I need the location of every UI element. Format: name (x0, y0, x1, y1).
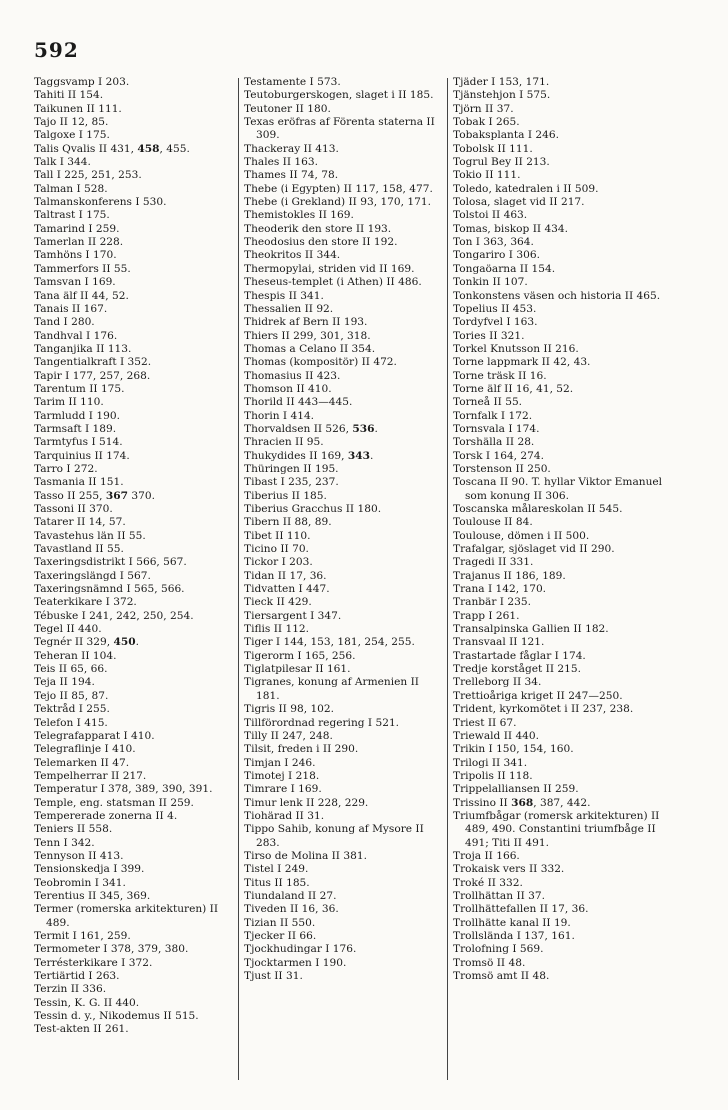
index-entry: Timur lenk II 228, 229. (244, 796, 369, 809)
index-entry: Tamhöns I 170. (34, 249, 117, 262)
index-entry: Tigris II 98, 102. (244, 703, 335, 716)
index-entry: Thomas (kompositör) II 472. (244, 356, 397, 369)
index-entry: Tasmania II 151. (34, 476, 124, 489)
index-entry: Terzin II 336. (34, 983, 107, 996)
index-entry: Togrul Bey II 213. (453, 156, 550, 169)
index-entry: Tirso de Molina II 381. (244, 849, 367, 862)
index-entry: Test-akten II 261. (34, 1023, 129, 1036)
index-entry: Taikunen II 111. (34, 102, 122, 115)
index-entry: Thessalien II 92. (244, 302, 334, 315)
index-entry: Tall I 225, 251, 253. (34, 169, 142, 182)
index-entry: Tarmtyfus I 514. (34, 436, 123, 449)
index-entry: Tigerorm I 165, 256. (244, 649, 356, 662)
index-entry: Testamente I 573. (244, 76, 341, 88)
index-entry: Tornfalk I 172. (453, 409, 533, 422)
index-entry: Tiohärad II 31. (244, 809, 325, 822)
index-entry: Tripolis II 118. (453, 769, 533, 782)
index-entry: Termometer I 378, 379, 380. (34, 943, 189, 956)
index-entry: Tébuske I 241, 242, 250, 254. (34, 609, 194, 622)
index-entry: Tobaksplanta I 246. (453, 129, 559, 142)
index-entry: Tamsvan I 169. (34, 276, 116, 289)
index-entry: Troja II 166. (453, 849, 520, 862)
index-entry: Topelius II 453. (453, 302, 537, 315)
index-entry: Torstenson II 250. (453, 462, 551, 475)
index-entry: Tensionskedja I 399. (34, 863, 145, 876)
index-entry: Tiveden II 16, 36. (244, 903, 339, 916)
index-entry: Tajo II 12, 85. (34, 116, 109, 129)
index-entry: Telefon I 415. (34, 716, 108, 729)
index-entry: Tassoni II 370. (34, 503, 113, 515)
index-entry: Trissino II 368, 387, 442. (453, 796, 591, 809)
index-entry: Trafalgar, sjöslaget vid II 290. (453, 543, 615, 556)
index-entry: Texas eröfras af Förenta staterna II 309. (244, 116, 435, 142)
page-number: 592 (34, 38, 79, 62)
index-entry: Telegrafapparat I 410. (34, 729, 155, 742)
index-entry: Thames II 74, 78. (244, 169, 339, 182)
index-entry: Tana älf II 44, 52. (34, 289, 129, 302)
index-entry: Tibet II 110. (244, 529, 311, 542)
index-entry: Toulouse II 84. (453, 516, 533, 529)
index-entry: Tornsvala I 174. (453, 422, 540, 435)
index-entry: Tjäder I 153, 171. (453, 76, 550, 88)
index-entry: Tigranes, konung af Armenien II 181. (244, 676, 419, 702)
index-entry: Transalpinska Gallien II 182. (453, 623, 609, 636)
index-entry: Tiersargent I 347. (244, 609, 342, 622)
index-entry: Torne älf II 16, 41, 52. (453, 382, 574, 395)
index-entry: Tizian II 550. (244, 916, 316, 929)
index-entry: Tarro I 272. (34, 462, 98, 475)
index-entry: Ticino II 70. (244, 543, 309, 556)
index-entry: Tonkonstens väsen och historia II 465. (453, 289, 661, 302)
index-entry: Tempererade zonerna II 4. (34, 809, 178, 822)
index-entry: Tordyfvel I 163. (453, 316, 538, 329)
index-entry: Thracien II 95. (244, 436, 324, 449)
index-entry: Tongaöarna II 154. (453, 262, 556, 275)
index-entry: Thermopylai, striden vid II 169. (244, 262, 415, 275)
index-entry: Timrare I 169. (244, 783, 322, 796)
index-entry: Termit I 161, 259. (34, 930, 131, 942)
index-entry: Timotej I 218. (244, 769, 320, 782)
index-entry: Trollslända I 137, 161. (453, 930, 575, 942)
index-entry: Torne lappmark II 42, 43. (453, 356, 591, 369)
index-entry: Teutoner II 180. (244, 102, 331, 115)
index-entry: Thorvaldsen II 526, 536. (244, 422, 378, 435)
index-entry: Tidvatten I 447. (244, 583, 330, 596)
index-entry: Tejo II 85, 87. (34, 689, 109, 702)
index-entry: Temple, eng. statsman II 259. (34, 796, 194, 809)
index-entry: Tenn I 342. (34, 836, 95, 849)
index-entry: Tories II 321. (453, 329, 525, 342)
index-entry: Theokritos II 344. (244, 249, 341, 262)
index-entry: Triewald II 440. (453, 729, 540, 742)
index-entry: Tredje korståget II 215. (453, 663, 581, 676)
index-entry: Tiundaland II 27. (244, 889, 337, 902)
index-entry: Tranbär I 235. (453, 596, 531, 609)
index-entry: Toscanska målareskolan II 545. (453, 503, 623, 515)
index-entry: Tessin, K. G. II 440. (34, 996, 140, 1009)
index-entry: Thukydides II 169, 343. (244, 449, 374, 462)
index-entry: Titus II 185. (244, 876, 310, 889)
index-entry: Tavastehus län II 55. (34, 529, 146, 542)
index-entry: Trajanus II 186, 189. (453, 569, 566, 582)
index-entry: Trelleborg II 34. (453, 676, 542, 689)
index-entry: Thorin I 414. (244, 409, 315, 422)
index-column-1 (34, 76, 232, 1037)
index-entry: Taxeringsnämnd I 565, 566. (34, 583, 185, 596)
index-entry: Trapp I 261. (453, 609, 520, 622)
index-entry: Tickor I 203. (244, 556, 313, 569)
index-entry: Trollhättefallen II 17, 36. (453, 903, 589, 916)
index-entry: Tavastland II 55. (34, 543, 124, 556)
index-entry: Tektråd I 255. (34, 703, 110, 716)
index-entry: Tjockhudingar I 176. (244, 943, 357, 956)
index-entry: Tiberius II 185. (244, 489, 327, 502)
index-entry: Tjust II 31. (244, 970, 303, 983)
column-divider (238, 78, 239, 1080)
index-column-2 (244, 76, 444, 983)
index-entry: Triest II 67. (453, 716, 517, 729)
index-entry: Trettioåriga kriget II 247—250. (453, 689, 623, 702)
index-entry: Tertiärtid I 263. (34, 970, 120, 983)
index-entry: Tennyson II 413. (34, 849, 124, 862)
index-entry: Tapir I 177, 257, 268. (34, 369, 151, 382)
index-entry: Tegel II 440. (34, 623, 102, 636)
index-entry: Transvaal II 121. (453, 636, 545, 649)
index-entry: Tjocktarmen I 190. (244, 956, 347, 969)
index-entry: Tieck II 429. (244, 596, 312, 609)
index-entry: Tongariro I 306. (453, 249, 540, 262)
index-entry: Toledo, katedralen i II 509. (453, 182, 599, 195)
index-entry: Troké II 332. (453, 876, 523, 889)
index-entry: Telemarken II 47. (34, 756, 130, 769)
index-entry: Tempelherrar II 217. (34, 769, 147, 782)
index-column-3 (453, 76, 681, 983)
index-entry: Tolstoi II 463. (453, 209, 528, 222)
index-entry: Talman I 528. (34, 182, 108, 195)
index-entry: Timjan I 246. (244, 756, 316, 769)
index-entry: Theoderik den store II 193. (244, 222, 392, 235)
index-entry: Trollhättan II 37. (453, 889, 546, 902)
index-entry: Tomas, biskop II 434. (453, 222, 569, 235)
index-entry: Thorild II 443—445. (244, 396, 353, 409)
index-entry: Terrésterkikare I 372. (34, 956, 153, 969)
index-entry: Tangentialkraft I 352. (34, 356, 152, 369)
index-entry: Tippo Sahib, konung af Mysore II 283. (244, 823, 424, 849)
index-entry: Thomas a Celano II 354. (244, 342, 376, 355)
index-entry: Tolosa, slaget vid II 217. (453, 196, 585, 209)
index-entry: Thales II 163. (244, 156, 318, 169)
index-entry: Tobak I 265. (453, 116, 520, 129)
index-entry: Torkel Knutsson II 216. (453, 342, 579, 355)
index-entry: Tibern II 88, 89. (244, 516, 332, 529)
index-entry: Tilly II 247, 248. (244, 729, 333, 742)
index-entry: Teaterkikare I 372. (34, 596, 137, 609)
index-entry: Tarquinius II 174. (34, 449, 130, 462)
index-entry: Torneå II 55. (453, 396, 523, 409)
index-entry: Tromsö II 48. (453, 956, 526, 969)
index-entry: Temperatur I 378, 389, 390, 391. (34, 783, 213, 796)
index-entry: Torne träsk II 16. (453, 369, 547, 382)
index-entry: Teja II 194. (34, 676, 95, 689)
index-entry: Toulouse, dömen i II 500. (453, 529, 590, 542)
index-entry: Tandhval I 176. (34, 329, 118, 342)
index-entry: Tasso II 255, 367 370. (34, 489, 155, 502)
index-entry: Tidan II 17, 36. (244, 569, 327, 582)
index-entry: Tokio II 111. (453, 169, 521, 182)
index-entry: Tarim II 110. (34, 396, 104, 409)
index-entry: Taxeringslängd I 567. (34, 569, 151, 582)
index-entry: Torsk I 164, 274. (453, 449, 545, 462)
index-entry: Tistel I 249. (244, 863, 309, 876)
index-entry: Thüringen II 195. (244, 462, 339, 475)
index-entry: Taggsvamp I 203. (34, 76, 130, 88)
index-entry: Tanganjika II 113. (34, 342, 132, 355)
index-entry: Talmanskonferens I 530. (34, 196, 167, 209)
index-entry: Tahiti II 154. (34, 89, 104, 102)
index-entry: Terentius II 345, 369. (34, 889, 151, 902)
index-entry: Tatarer II 14, 57. (34, 516, 126, 529)
index-entry: Trokaisk vers II 332. (453, 863, 565, 876)
index-entry: Tegnér II 329, 450. (34, 636, 140, 649)
index-entry: Thidrek af Bern II 193. (244, 316, 368, 329)
index-entry: Telegraflinje I 410. (34, 743, 136, 756)
index-entry: Theseus-templet (i Athen) II 486. (244, 276, 422, 289)
index-entry: Trana I 142, 170. (453, 583, 547, 596)
index-entry: Tamerlan II 228. (34, 236, 124, 249)
index-entry: Ton I 363, 364. (453, 236, 534, 249)
index-entry: Tiflis II 112. (244, 623, 310, 636)
index-entry: Trikin I 150, 154, 160. (453, 743, 574, 756)
index-entry: Taltrast I 175. (34, 209, 110, 222)
index-entry: Talis Qvalis II 431, 458, 455. (34, 142, 190, 155)
index-entry: Trastartade fåglar I 174. (453, 649, 586, 662)
index-entry: Toscana II 90. T. hyllar Viktor Emanuel som konung II 306. (453, 476, 663, 502)
index-entry: Tanais II 167. (34, 302, 108, 315)
index-entry: Tiberius Gracchus II 180. (244, 503, 382, 515)
index-entry: Trollhätte kanal II 19. (453, 916, 571, 929)
index-entry: Tiger I 144, 153, 181, 254, 255. (244, 636, 415, 649)
index-entry: Tjänstehjon I 575. (453, 89, 551, 102)
column-divider (447, 78, 448, 1080)
index-entry: Thomson II 410. (244, 382, 332, 395)
index-entry: Thomasius II 423. (244, 369, 341, 382)
index-entry: Trilogi II 341. (453, 756, 528, 769)
index-entry: Trident, kyrkomötet i II 237, 238. (453, 703, 634, 716)
index-entry: Torshälla II 28. (453, 436, 535, 449)
index-entry: Tiglatpilesar II 161. (244, 663, 351, 676)
index-entry: Tarmludd I 190. (34, 409, 120, 422)
index-entry: Tragedi II 331. (453, 556, 534, 569)
index-entry: Themistokles II 169. (244, 209, 354, 222)
index-entry: Termer (romerska arkitekturen) II 489. (34, 903, 219, 929)
index-entry: Triumfbågar (romersk arkitekturen) II 489, 490. Constantini triumfbåge II 491; Titi II 491. (453, 809, 660, 849)
index-entry: Tillförordnad regering I 521. (244, 716, 400, 729)
index-entry: Tonkin II 107. (453, 276, 528, 289)
index-entry: Tobolsk II 111. (453, 142, 533, 155)
index-entry: Tand I 280. (34, 316, 95, 329)
index-entry: Thiers II 299, 301, 318. (244, 329, 371, 342)
index-entry: Teutoburgerskogen, slaget i II 185. (244, 89, 434, 102)
index-entry: Tilsit, freden i II 290. (244, 743, 359, 756)
index-entry: Thackeray II 413. (244, 142, 339, 155)
index-entry: Teobromin I 341. (34, 876, 126, 889)
index-entry: Thebe (i Grekland) II 93, 170, 171. (244, 196, 431, 209)
index-entry: Tammerfors II 55. (34, 262, 131, 275)
index-entry: Teheran II 104. (34, 649, 117, 662)
index-entry: Talgoxe I 175. (34, 129, 110, 142)
index-entry: Tamarind I 259. (34, 222, 120, 235)
index-entry: Tarentum II 175. (34, 382, 125, 395)
index-entry: Talk I 344. (34, 156, 91, 169)
index-entry: Taxeringsdistrikt I 566, 567. (34, 556, 187, 569)
index-entry: Thespis II 341. (244, 289, 324, 302)
index-entry: Tessin d. y., Nikodemus II 515. (34, 1010, 199, 1023)
index-entry: Tarmsaft I 189. (34, 422, 117, 435)
index-entry: Trippelalliansen II 259. (453, 783, 579, 796)
index-entry: Tibast I 235, 237. (244, 476, 339, 489)
index-entry: Tromsö amt II 48. (453, 970, 550, 983)
index-entry: Trolofning I 569. (453, 943, 544, 956)
index-entry: Thebe (i Egypten) II 117, 158, 477. (244, 182, 433, 195)
index-entry: Theodosius den store II 192. (244, 236, 398, 249)
index-entry: Teniers II 558. (34, 823, 113, 836)
index-entry: Teis II 65, 66. (34, 663, 108, 676)
index-entry: Tjecker II 66. (244, 930, 317, 942)
index-entry: Tjörn II 37. (453, 102, 514, 115)
